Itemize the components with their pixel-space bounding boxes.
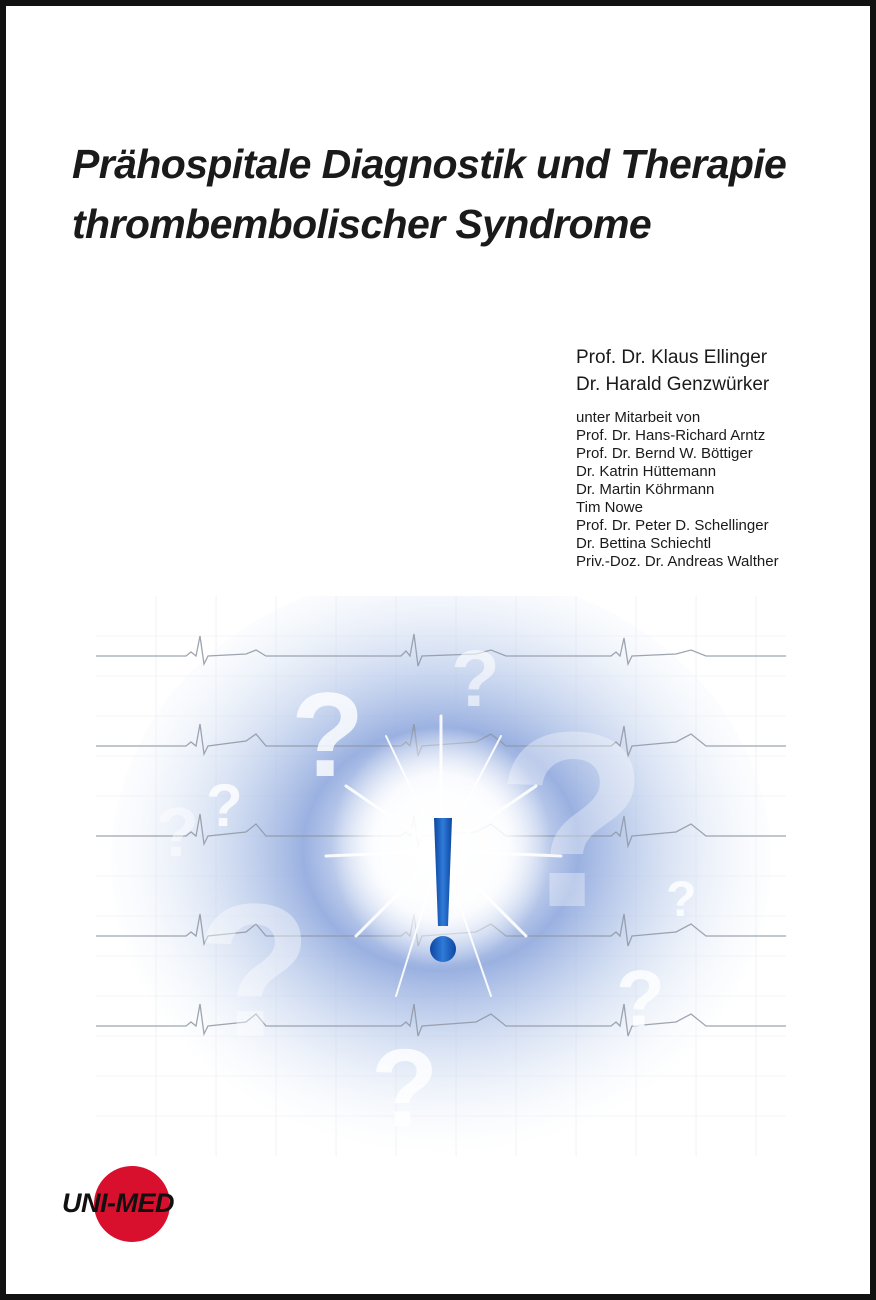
publisher-logo xyxy=(62,1166,212,1246)
contributor: Dr. Katrin Hüttemann xyxy=(576,463,717,480)
question-mark-icon: ? xyxy=(451,634,500,723)
question-mark-icon: ? xyxy=(616,954,665,1043)
author-block xyxy=(576,344,779,571)
ecg-illustration xyxy=(96,596,786,1156)
title-line-1: Prähospitale Diagnostik und Therapie xyxy=(72,141,787,187)
contributor: Prof. Dr. Bernd W. Böttiger xyxy=(576,445,753,462)
question-mark-icon: ? xyxy=(496,680,649,959)
question-mark-icon: ? xyxy=(371,1027,439,1150)
question-mark-icon: ? xyxy=(206,772,243,839)
contributor: Prof. Dr. Peter D. Schellinger xyxy=(576,517,769,534)
main-author: Prof. Dr. Klaus Ellinger xyxy=(576,347,768,368)
question-mark-icon: ? xyxy=(196,865,313,1077)
collaboration-label: unter Mitarbeit von xyxy=(576,409,701,426)
contributor: Dr. Martin Köhrmann xyxy=(576,481,715,498)
contributor: Dr. Bettina Schiechtl xyxy=(576,535,712,552)
contributors-list xyxy=(576,409,779,571)
title-line-2: thrombembolischer Syndrome xyxy=(72,201,652,247)
question-mark-icon: ? xyxy=(666,871,697,927)
main-author: Dr. Harald Genzwürker xyxy=(576,374,770,395)
contributor: Priv.-Doz. Dr. Andreas Walther xyxy=(576,553,779,570)
publisher-name: UNI-MED xyxy=(62,1188,174,1218)
cover-illustration xyxy=(96,596,786,1156)
contributor: Tim Nowe xyxy=(576,499,643,516)
book-title xyxy=(72,134,862,254)
contributor: Prof. Dr. Hans-Richard Arntz xyxy=(576,427,766,444)
question-mark-icon: ? xyxy=(156,793,199,871)
question-mark-icon: ? xyxy=(291,668,365,802)
